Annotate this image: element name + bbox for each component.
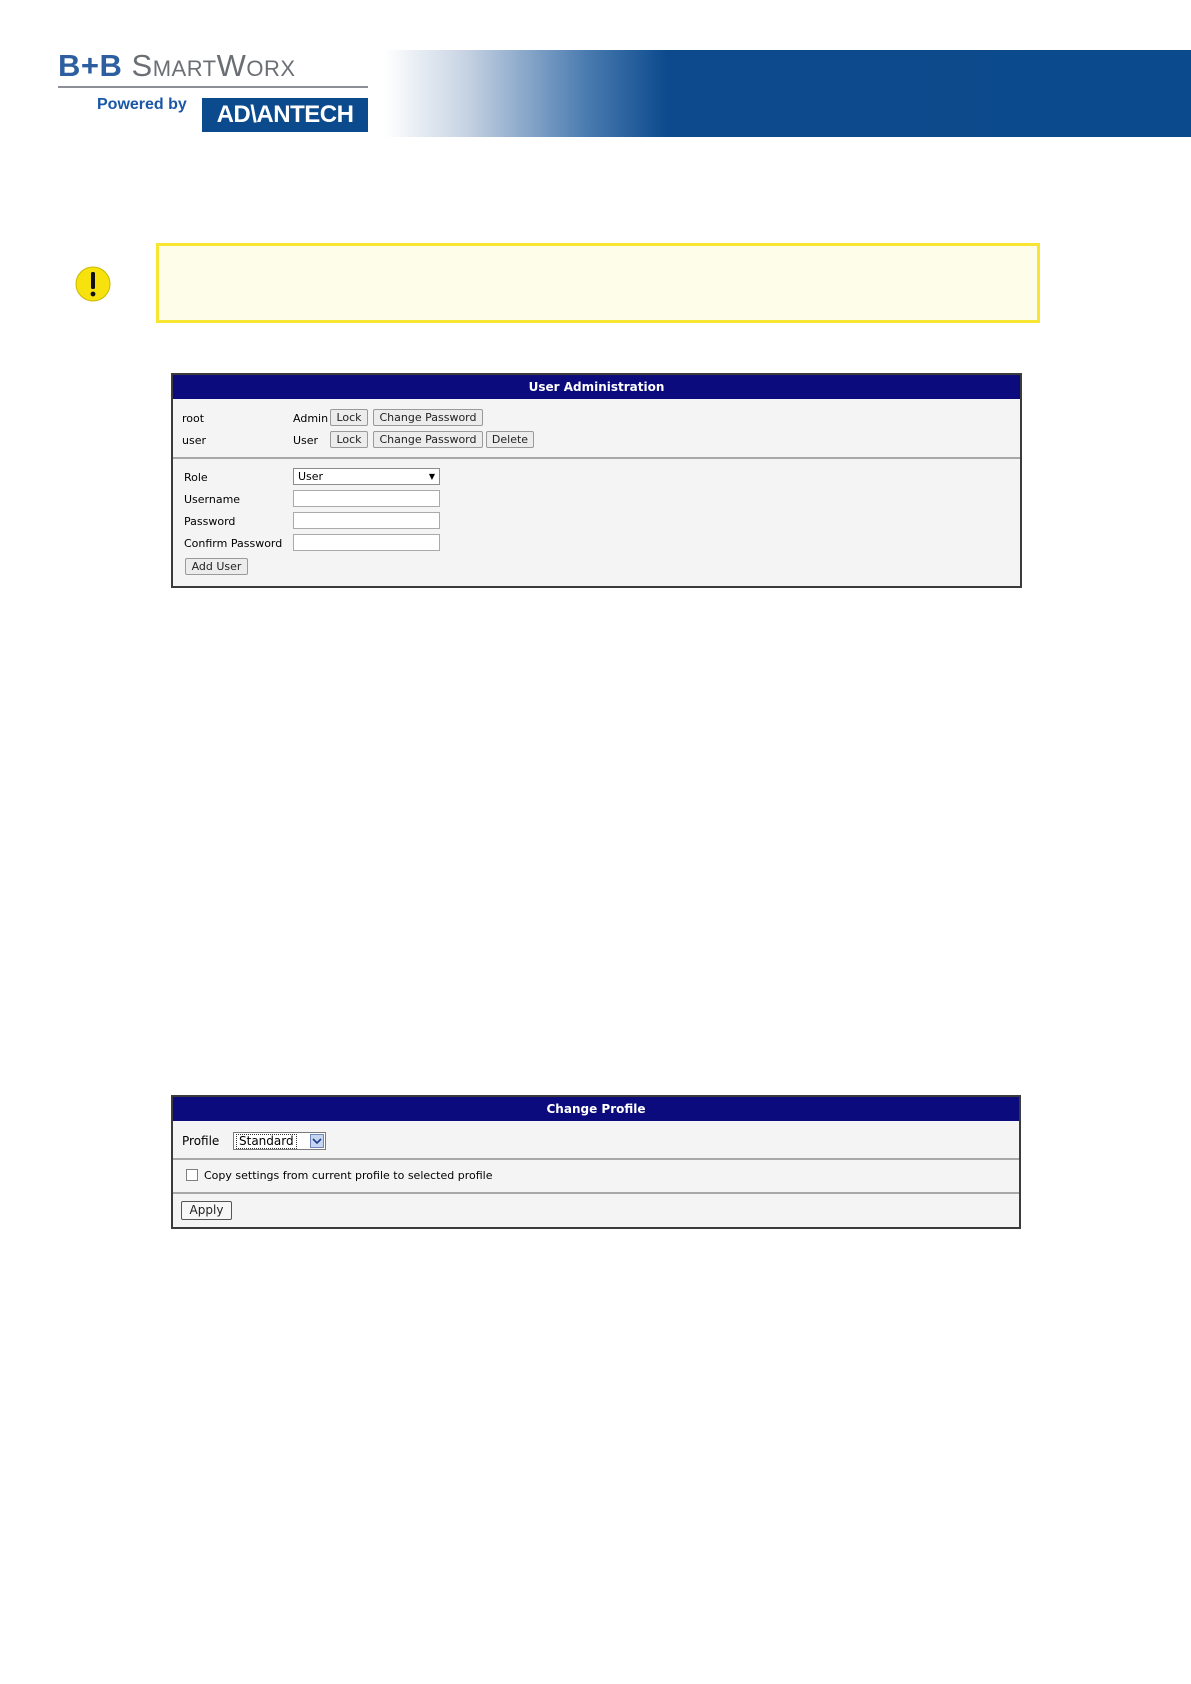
add-user-button[interactable]: Add User [185, 558, 248, 575]
user-name: root [182, 412, 205, 425]
dropdown-arrow-icon [310, 1134, 324, 1148]
password-label: Password [184, 515, 236, 528]
logo-divider [58, 86, 368, 88]
username-label: Username [184, 493, 241, 506]
warning-box [156, 243, 1040, 323]
role-select[interactable]: User ▼ [293, 468, 440, 485]
section-divider [173, 1192, 1019, 1194]
lock-button-user[interactable]: Lock [330, 431, 368, 448]
lock-button-root[interactable]: Lock [330, 409, 368, 426]
profile-select[interactable]: Standard [233, 1132, 326, 1150]
delete-user-button[interactable]: Delete [486, 431, 534, 448]
panel-title: User Administration [173, 375, 1020, 399]
change-password-button-user[interactable]: Change Password [373, 431, 483, 448]
copy-settings-label: Copy settings from current profile to selected profile [204, 1169, 493, 1182]
panel-title: Change Profile [173, 1097, 1019, 1121]
profile-label: Profile [182, 1134, 220, 1148]
user-administration-panel [171, 373, 1022, 588]
confirm-password-input[interactable] [293, 534, 440, 551]
section-divider [173, 1158, 1019, 1160]
header-banner [385, 50, 1191, 137]
copy-settings-checkbox[interactable] [186, 1169, 198, 1181]
password-input[interactable] [293, 512, 440, 529]
advantech-logo: AD\ANTECH [202, 98, 368, 132]
user-role: Admin [293, 412, 329, 425]
role-label: Role [184, 471, 208, 484]
page-header [0, 0, 1191, 140]
powered-by-text: Powered by [97, 96, 187, 113]
confirm-password-label: Confirm Password [184, 537, 283, 550]
user-role: User [293, 434, 319, 447]
bb-smartworx-logo [58, 48, 368, 133]
username-input[interactable] [293, 490, 440, 507]
section-divider [173, 457, 1020, 459]
logo-brand-text: B+B SmartWorx [58, 48, 296, 83]
user-name: user [182, 434, 206, 447]
change-password-button-root[interactable]: Change Password [373, 409, 483, 426]
warning-exclamation-icon [75, 266, 111, 302]
dropdown-arrow-icon: ▼ [428, 472, 435, 481]
change-profile-panel [171, 1095, 1021, 1229]
apply-button[interactable]: Apply [181, 1201, 232, 1220]
